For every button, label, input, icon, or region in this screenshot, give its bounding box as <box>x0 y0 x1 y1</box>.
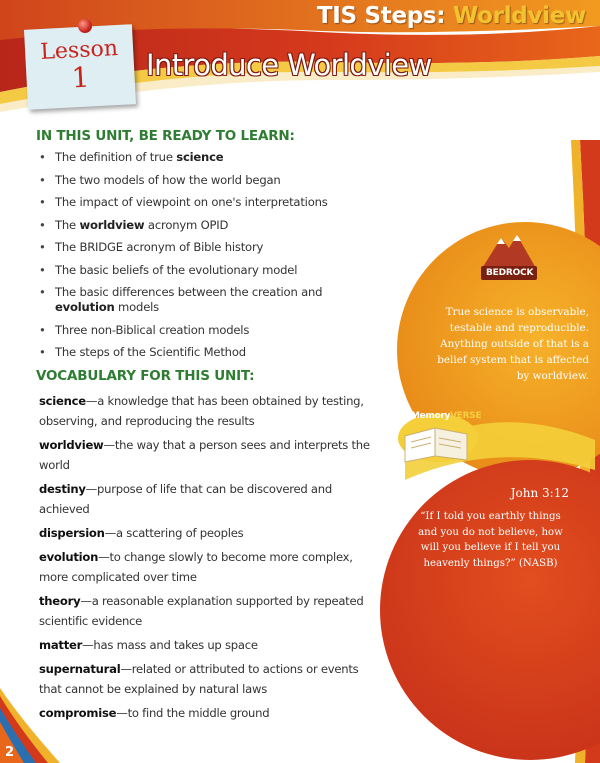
learn-item-text: The <box>55 217 80 232</box>
vocab-entry <box>39 479 381 519</box>
learn-heading: IN THIS UNIT, BE READY TO LEARN: <box>36 128 295 144</box>
learn-item <box>39 150 381 165</box>
vocab-term: destiny <box>39 481 86 496</box>
learn-item-text: The basic beliefs of the evolutionary model <box>55 262 298 277</box>
vocab-entry <box>39 435 381 475</box>
learn-item-text: The steps of the Scientific Method <box>55 345 246 359</box>
vocab-definition: —a scattering of peoples <box>104 525 244 540</box>
vocab-entry <box>39 591 381 631</box>
learn-list <box>39 150 381 360</box>
series-title <box>317 3 586 29</box>
vocab-term: compromise <box>39 705 117 720</box>
lesson-title: Introduce Worldview <box>146 48 432 82</box>
vocab-term: worldview <box>39 437 104 452</box>
learn-item-keyword: evolution <box>55 300 115 314</box>
learn-item-text: The definition of true <box>55 150 177 164</box>
main-content <box>36 128 381 727</box>
learn-item-text: Three non-Biblical creation models <box>55 322 250 337</box>
lesson-badge <box>24 24 136 110</box>
vocab-definition: —has mass and takes up space <box>82 637 258 652</box>
vocab-entry <box>39 703 381 723</box>
bedrock-text: True science is observable, testable and reproducible. Anything outside of that is a belief system that is affected by worldview. <box>437 306 589 382</box>
lesson-label: Lesson <box>39 36 119 66</box>
vocab-term: supernatural <box>39 661 121 676</box>
vocab-heading: VOCABULARY FOR THIS UNIT: <box>36 367 255 384</box>
side-decoration <box>375 140 600 763</box>
vocab-term: matter <box>39 637 83 652</box>
vocab-definition: —to change slowly to become more complex, more complicated over time <box>39 549 353 584</box>
learn-item-text: The basic differences between the creation and <box>55 285 323 299</box>
learn-item <box>39 323 381 338</box>
bedrock-label: BEDROCK <box>486 268 534 278</box>
learn-item-keyword: science <box>176 150 224 164</box>
learn-item-text: models <box>114 300 159 314</box>
series-title-accent: Worldview <box>452 3 586 29</box>
page-number: 2 <box>5 745 15 760</box>
learn-item <box>39 345 381 360</box>
vocab-definition: —the way that a person sees and interprets the world <box>39 437 370 472</box>
vocab-entry <box>39 635 381 655</box>
memory-verse-label <box>411 411 481 421</box>
series-title-prefix: TIS Steps: <box>316 3 453 29</box>
verse-text: “If I told you earthly things and you do not believe, how will you believe if I tell you heavenly things?” (NASB) <box>418 511 563 569</box>
vocab-entry <box>39 523 381 543</box>
verse-label-text: VERSE <box>450 411 482 421</box>
learn-item <box>39 218 381 233</box>
learn-item <box>39 173 381 188</box>
vocab-term: dispersion <box>39 525 105 540</box>
vocab-entry <box>39 391 381 431</box>
learn-item <box>39 240 381 255</box>
vocab-definition: —a reasonable explanation supported by repeated scientific evidence <box>39 593 364 628</box>
vocab-definition: —purpose of life that can be discovered and achieved <box>39 481 332 516</box>
learn-item-text: The two models of how the world began <box>55 172 281 187</box>
open-book-icon <box>398 414 478 462</box>
learn-item-keyword: worldview <box>79 217 145 232</box>
learn-item-text: The impact of viewpoint on one's interpretations <box>55 195 328 209</box>
vocab-entry <box>39 547 381 587</box>
learn-item <box>39 263 381 278</box>
vocab-definition: —to find the middle ground <box>116 705 270 720</box>
vocab-term: science <box>39 393 86 408</box>
vocab-definition: —a knowledge that has been obtained by testing, observing, and reproducing the results <box>39 393 364 428</box>
learn-item <box>39 285 381 315</box>
vocab-term: theory <box>39 593 81 608</box>
learn-item-text: The BRIDGE acronym of Bible history <box>55 240 264 254</box>
verse-reference: John 3:12 <box>510 486 569 500</box>
side-panel <box>375 140 600 763</box>
memory-label-text: Memory <box>411 411 451 421</box>
lesson-number: 1 <box>70 60 91 95</box>
learn-item-text: acronym OPID <box>144 217 229 232</box>
learn-item <box>39 195 381 210</box>
vocab-entry <box>39 659 381 699</box>
vocab-term: evolution <box>39 549 99 564</box>
pushpin-icon <box>78 19 92 33</box>
vocab-definition: —related or attributed to actions or events that cannot be explained by natural laws <box>39 661 359 696</box>
